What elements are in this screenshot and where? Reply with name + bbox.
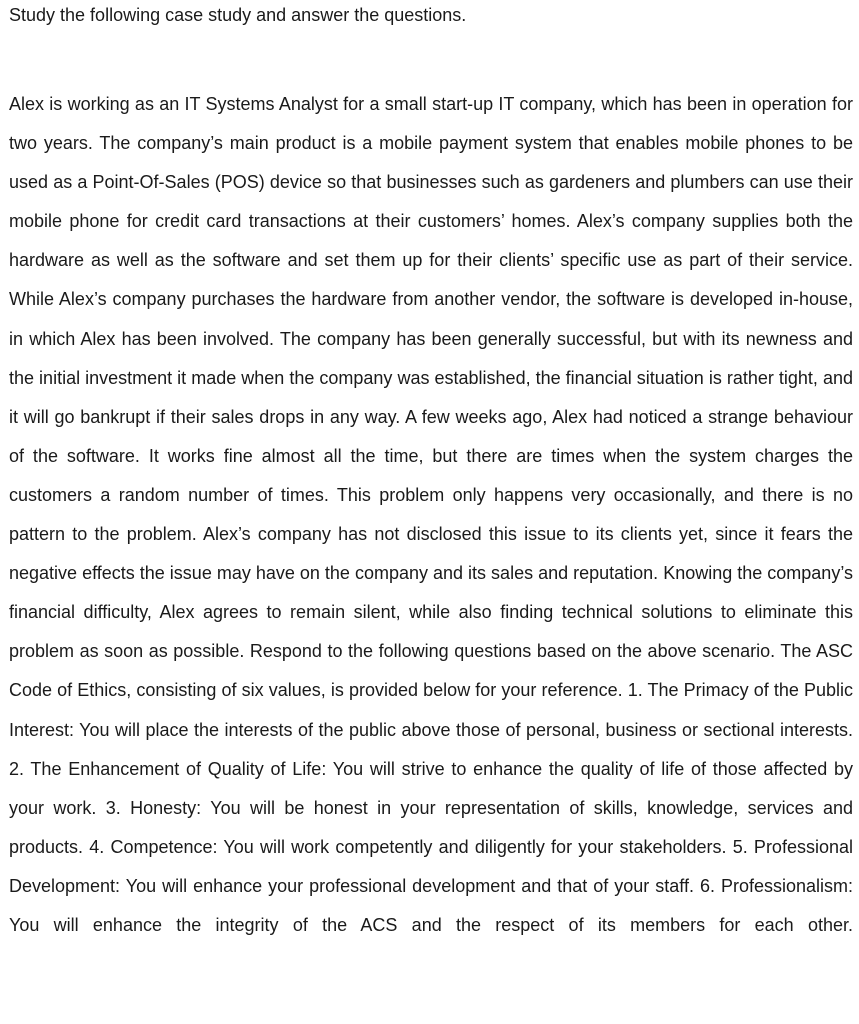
instruction-text: Study the following case study and answer the questions. bbox=[9, 5, 467, 25]
document bbox=[9, 0, 853, 945]
case-study-paragraph: Alex is working as an IT Systems Analyst for a small start-up IT company, which has been in operation for two years. The company’s main product is a mobile payment system that enables mobile phones to be used as a Point-Of-Sales (POS) device so that businesses such as gardeners and plumbers can use their mobile phone for credit card transactions at their customers’ homes. Alex’s company supplies both the hardware as well as the software and set them up for their clients’ specific use as part of their service. While Alex’s company purchases the hardware from another vendor, the software is developed in-house, in which Alex has been involved. The company has been generally successful, but with its newness and the initial investment it made when the company was established, the financial situation is rather tight, and it will go bankrupt if their sales drops in any way. A few weeks ago, Alex had noticed a strange behaviour of the software. It works fine almost all the time, but there are times when the system charges the customers a random number of times. This problem only happens very occasionally, and there is no pattern to the problem. Alex’s company has not disclosed this issue to its clients yet, since it fears the negative effects the issue may have on the company and its sales and reputation. Knowing the company’s financial difficulty, Alex agrees to remain silent, while also finding technical solutions to eliminate this problem as soon as possible. Respond to the following questions based on the above scenario. The ASC Code of Ethics, consisting of six values, is provided below for your reference. 1. The Primacy of the Public Interest: You will place the interests of the public above those of personal, business or sectional interests. 2. The Enhancement of Quality of Life: You will strive to enhance the quality of life of those affected by your work. 3. Honesty: You will be honest in your representation of skills, knowledge, services and products. 4. Competence: You will work competently and diligently for your stakeholders. 5. Professional Development: You will enhance your professional development and that of your staff. 6. Professionalism: You will enhance the integrity of the ACS and the respect of its members for each other. bbox=[9, 94, 853, 935]
